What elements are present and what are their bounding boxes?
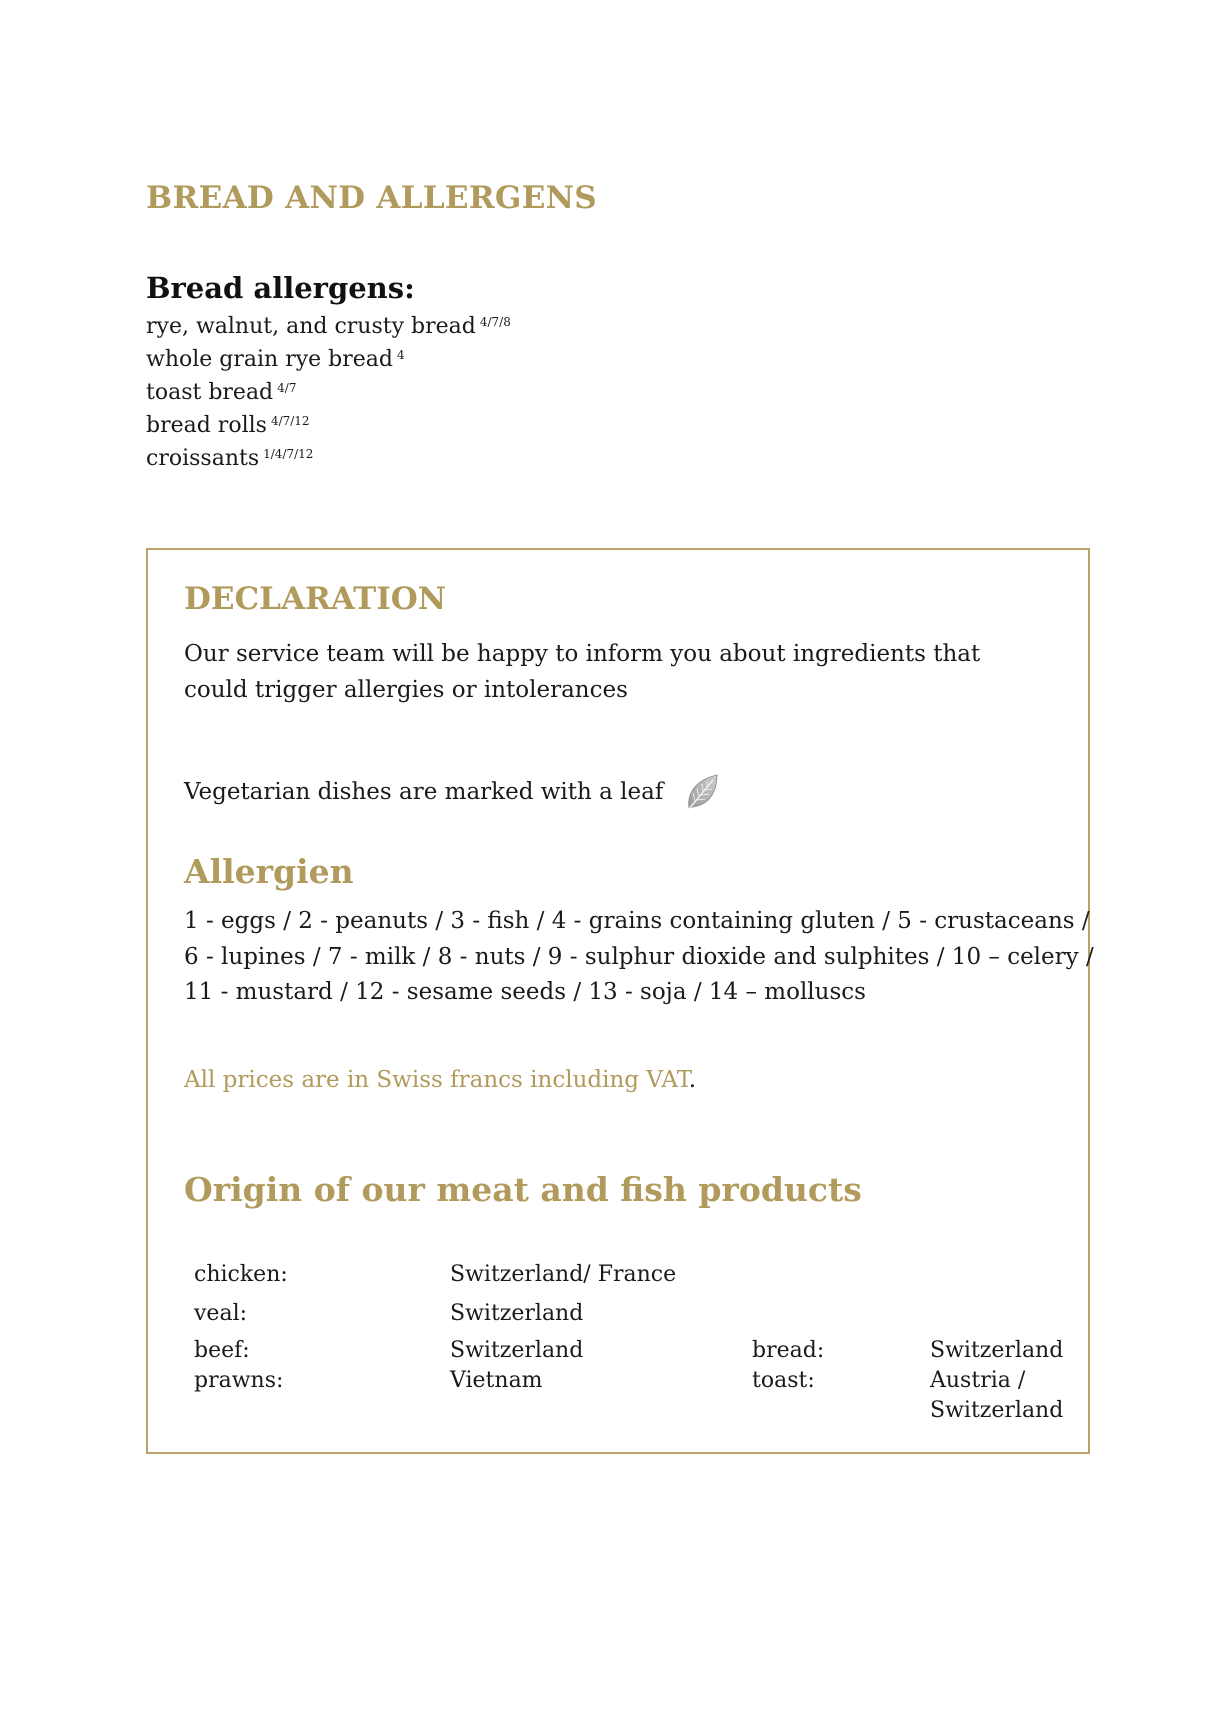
origin-product: prawns: — [194, 1368, 284, 1393]
origin-product: veal: — [194, 1301, 248, 1326]
origin-country: Switzerland — [450, 1301, 584, 1326]
allergen-line: 6 - lupines / 7 - milk / 8 - nuts / 9 - sulphur dioxide and sulphites / 10 – celery / — [184, 943, 1094, 970]
bread-list — [146, 310, 846, 475]
vegetarian-note-text: Vegetarian dishes are marked with a leaf — [184, 779, 664, 805]
bread-item-name: toast bread — [146, 380, 274, 405]
origin-country: Vietnam — [450, 1368, 543, 1393]
origin-country: Austria / — [930, 1368, 1026, 1393]
allergen-title: Allergien — [184, 852, 354, 891]
bread-item-name: whole grain rye bread — [146, 347, 393, 372]
allergen-codes: 4/7/8 — [479, 315, 511, 329]
allergen-codes: 4/7/12 — [270, 414, 310, 428]
allergen-line: 11 - mustard / 12 - sesame seeds / 13 - soja / 14 – molluscs — [184, 979, 866, 1005]
origin-product: chicken: — [194, 1262, 288, 1287]
bread-item-name: rye, walnut, and crusty bread — [146, 314, 476, 339]
origin-product: beef: — [194, 1338, 250, 1363]
bread-item — [146, 409, 846, 442]
bread-item-name: croissants — [146, 446, 260, 471]
prices-note-text: All prices are in Swiss francs including VAT — [184, 1067, 689, 1093]
declaration-box — [146, 548, 1094, 1454]
allergen-codes: 1/4/7/12 — [263, 447, 314, 461]
declaration-title: DECLARATION — [184, 581, 447, 617]
bread-allergens-heading: Bread allergens: — [146, 271, 415, 305]
bread-allergens-section — [146, 268, 846, 475]
bread-item — [146, 376, 846, 409]
origin-title: Origin of our meat and fish products — [184, 1170, 862, 1209]
page-title: BREAD AND ALLERGENS — [146, 180, 597, 216]
origin-country: Switzerland — [450, 1338, 584, 1363]
allergen-codes: 4/7 — [277, 381, 297, 395]
bread-item — [146, 343, 846, 376]
bread-item — [146, 442, 846, 475]
origin-country: Switzerland/ France — [450, 1262, 677, 1287]
declaration-text: Our service team will be happy to inform you about ingredients that could trigger allergies or intolerances — [184, 641, 981, 703]
vegetarian-note — [184, 772, 721, 812]
origin-country: Switzerland — [930, 1398, 1064, 1423]
origin-country: Switzerland — [930, 1338, 1064, 1363]
prices-note-punct: . — [688, 1067, 696, 1093]
allergen-codes: 4 — [396, 348, 405, 362]
allergen-line: 1 - eggs / 2 - peanuts / 3 - fish / 4 - grains containing gluten / 5 - crustaceans / — [184, 908, 1090, 934]
prices-note — [184, 1062, 696, 1098]
origin-product: bread: — [752, 1338, 825, 1363]
allergen-list — [184, 904, 1094, 1011]
bread-item — [146, 310, 846, 343]
leaf-icon — [685, 772, 721, 812]
bread-item-name: bread rolls — [146, 413, 267, 438]
origin-product: toast: — [752, 1368, 815, 1393]
